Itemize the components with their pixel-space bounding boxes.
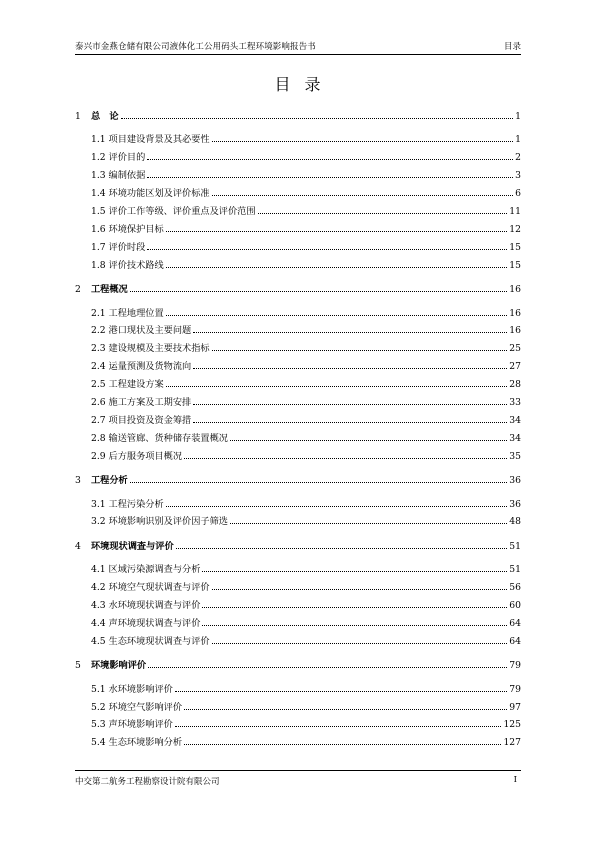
toc-entry-title: 环境影响评价 [91,660,147,672]
toc-entry-number: 5.3 [91,719,106,731]
footer-page-number: I [513,775,517,785]
toc-chapter-entry[interactable] [75,108,521,122]
toc-leader-dots [184,708,507,710]
toc-chapter-entry[interactable] [75,472,521,486]
toc-entry-number: 1.7 [91,241,106,253]
toc-entry-title: 评价时段 [108,241,146,253]
toc-entry-label [91,513,228,527]
toc-entry-number: 3 [75,475,81,487]
page-footer [75,770,521,787]
toc-entry-title: 工程分析 [91,475,128,487]
toc-page-number: 16 [509,325,521,337]
toc-page-number: 6 [515,188,521,200]
toc-page-number: 36 [509,498,521,510]
toc-entry-label [91,305,164,319]
toc-entry-label [75,657,146,671]
toc-page-number: 33 [509,397,521,408]
toc-entry-number: 2.4 [91,361,106,373]
toc-entry-label [75,108,119,122]
toc-entry-label [91,185,210,199]
toc-entry-number: 2.1 [91,307,106,319]
header-section-label: 目录 [503,42,521,52]
toc-entry-title: 工程污染分析 [108,498,164,510]
toc-section-entry[interactable] [75,257,521,271]
toc-entry-label [91,149,145,163]
toc-leader-dots [212,349,508,351]
toc-section-entry[interactable] [75,716,521,730]
toc-entry-number: 4.5 [91,635,106,647]
toc-entry-label [91,239,145,253]
toc-leader-dots [193,331,507,333]
toc-section-entry[interactable] [75,340,521,354]
toc-section-entry[interactable] [75,358,521,372]
toc-page-number: 51 [509,564,521,576]
toc-page-number: 79 [509,660,521,672]
toc-leader-dots [193,403,507,405]
toc-leader-dots [166,266,508,268]
toc-entry-number: 2.9 [91,450,106,462]
toc-leader-dots [166,505,508,507]
toc-chapter-entry[interactable] [75,657,521,671]
toc-entry-title: 环境空气现状调查与评价 [108,582,210,594]
toc-entry-title: 生态环境现状调查与评价 [108,635,210,647]
toc-entry-title: 水环境现状调查与评价 [108,600,201,611]
toc-entry-title: 环境现状调查与评价 [91,540,174,552]
toc-page-number: 97 [509,701,521,713]
toc-page-number: 16 [509,307,521,319]
toc-leader-dots [202,624,507,626]
toc-leader-dots [184,743,501,745]
toc-leader-dots [212,140,514,142]
toc-page-number: 3 [515,170,521,182]
toc-leader-dots [202,570,507,572]
toc-entry-label [91,561,200,575]
toc-entry-label [91,358,191,372]
toc-entry-title: 区域污染源调查与分析 [108,564,201,576]
toc-entry-label [91,496,164,510]
toc-entry-title: 生态环境影响分析 [108,737,183,749]
toc-entry-number: 2 [75,284,81,296]
page-title: 目录 [274,75,335,94]
toc-section-entry[interactable] [75,322,521,336]
toc-entry-label [91,681,173,695]
footer-company-name: 中交第二航务工程勘察设计院有限公司 [75,777,220,787]
toc-leader-dots [175,725,502,727]
toc-entry-title: 声环境影响评价 [108,719,173,731]
toc-section-entry[interactable] [75,496,521,510]
toc-section-entry[interactable] [75,699,521,713]
toc-page-number: 36 [509,475,521,487]
toc-page-number: 34 [509,414,521,426]
toc-section-entry[interactable] [75,305,521,319]
toc-page-number: 127 [503,737,521,749]
toc-entry-label [91,376,164,390]
toc-entry-label [91,579,210,593]
toc-leader-dots [147,248,507,250]
toc-entry-label [91,716,173,730]
toc-page-number: 11 [509,206,521,217]
toc-section-entry[interactable] [75,579,521,593]
toc-leader-dots [184,457,507,459]
toc-chapter-entry[interactable] [75,538,521,552]
toc-section-entry[interactable] [75,513,521,527]
toc-section-entry[interactable] [75,430,521,444]
toc-section-entry[interactable] [75,221,521,235]
toc-section-entry[interactable] [75,394,521,408]
toc-page-number: 27 [509,361,521,373]
toc-entry-number: 1 [75,111,81,122]
toc-entry-number: 5 [75,660,81,672]
toc-entry-title: 环境影响识别及评价因子筛选 [108,516,228,528]
toc-entry-title: 水环境影响评价 [108,683,173,695]
toc-entry-number: 2.2 [91,325,106,337]
toc-section-entry[interactable] [75,615,521,629]
toc-entry-label [91,430,228,444]
toc-entry-title: 港口现状及主要问题 [108,325,192,337]
toc-entry-title: 环境保护目标 [108,223,164,235]
toc-entry-title: 环境功能区划及评价标准 [108,188,210,200]
toc-leader-dots [212,588,508,590]
toc-leader-dots [230,439,507,441]
toc-entry-title: 工程概况 [91,284,128,296]
toc-entry-label [91,394,191,408]
toc-leader-dots [212,194,514,196]
toc-entry-title: 环境空气影响评价 [108,701,183,713]
toc-entry-number: 1.8 [91,259,106,271]
toc-section-entry[interactable] [75,185,521,199]
toc-entry-label [91,257,164,271]
toc-entry-number: 1.6 [91,223,106,235]
toc-entry-title: 项目建设背景及其必要性 [108,134,210,146]
toc-entry-label [91,167,145,181]
toc-page-number: 25 [509,343,521,355]
toc-leader-dots [166,230,508,232]
toc-page-number: 51 [509,540,521,552]
toc-entry-label [91,221,164,235]
toc-section-entry[interactable] [75,376,521,390]
toc-entry-title: 总 论 [91,111,119,122]
toc-page-number: 64 [509,635,521,647]
toc-page-number: 60 [509,600,521,611]
toc-leader-dots [193,367,507,369]
toc-section-entry[interactable] [75,203,521,217]
toc-entry-label [91,734,182,748]
toc-leader-dots [202,606,507,608]
toc-entry-label [75,472,128,486]
toc-entry-number: 4.4 [91,617,106,629]
toc-section-entry[interactable] [75,412,521,426]
toc-entry-label [91,597,200,611]
toc-entry-number: 3.2 [91,516,106,528]
toc-section-entry[interactable] [75,734,521,748]
toc-entry-title: 输送管廊、货种储存装置概况 [108,432,228,444]
toc-section-entry[interactable] [75,239,521,253]
toc-entry-title: 编制依据 [108,170,146,182]
toc-section-entry[interactable] [75,561,521,575]
toc-page-number: 48 [509,516,521,528]
toc-entry-label [91,322,191,336]
toc-entry-number: 2.8 [91,432,106,444]
toc-entry-label [75,281,128,295]
toc-section-entry[interactable] [75,149,521,163]
toc-entry-number: 2.6 [91,397,106,408]
toc-entry-title: 工程地理位置 [108,307,164,319]
toc-page-number: 34 [509,432,521,444]
toc-page-number: 79 [509,683,521,695]
toc-leader-dots [166,314,508,316]
toc-entry-number: 5.2 [91,701,106,713]
toc-leader-dots [166,385,508,387]
header-document-title: 泰兴市金燕仓储有限公司液体化工公用码头工程环境影响报告书 [75,42,316,52]
toc-entry-label [91,448,182,462]
toc-entry-label [91,203,256,217]
toc-entry-title: 评价目的 [108,152,146,164]
toc-entry-label [91,699,182,713]
toc-entry-number: 4.3 [91,600,106,611]
toc-leader-dots [148,666,507,668]
toc-entry-number: 4.2 [91,582,106,594]
toc-entry-label [91,633,210,647]
toc-chapter-entry[interactable] [75,281,521,295]
toc-page-number: 1 [515,111,521,122]
toc-section-entry[interactable] [75,448,521,462]
toc-leader-dots [212,642,508,644]
toc-entry-number: 1.4 [91,188,106,200]
toc-section-entry[interactable] [75,633,521,647]
toc-entry-title: 评价工作等级、评价重点及评价范围 [108,206,256,217]
toc-entry-number: 3.1 [91,498,106,510]
toc-leader-dots [130,481,508,483]
toc-section-entry[interactable] [75,131,521,145]
toc-entry-label [91,412,191,426]
toc-entry-number: 2.7 [91,414,106,426]
toc-page-number: 16 [509,284,521,296]
toc-entry-number: 1.3 [91,170,106,182]
toc-page-number: 35 [509,450,521,462]
toc-page-number: 125 [503,719,521,731]
toc-leader-dots [147,158,513,160]
toc-entry-number: 1.5 [91,206,106,217]
toc-leader-dots [258,212,508,214]
toc-entry-label [91,131,210,145]
toc-page-number: 12 [509,223,521,235]
toc-entry-number: 5.4 [91,737,106,749]
toc-page-number: 15 [509,259,521,271]
toc-section-entry[interactable] [75,597,521,611]
toc-page-number: 64 [509,617,521,629]
toc-leader-dots [193,421,507,423]
toc-page-number: 56 [509,582,521,594]
toc-section-entry[interactable] [75,167,521,181]
toc-entry-number: 2.5 [91,379,106,391]
page-header [75,38,521,55]
toc-section-entry[interactable] [75,681,521,695]
toc-entry-label [91,615,200,629]
toc-leader-dots [147,176,513,178]
toc-entry-title: 声环境现状调查与评价 [108,617,201,629]
toc-entry-number: 4.1 [91,564,106,576]
toc-entry-title: 工程建设方案 [108,379,164,391]
toc-entry-number: 2.3 [91,343,106,355]
toc-entry-label [91,340,210,354]
toc-leader-dots [175,690,507,692]
toc-page-number: 28 [509,379,521,391]
toc-leader-dots [230,522,507,524]
toc-page-number: 15 [509,241,521,253]
toc-leader-dots [130,290,508,292]
toc-entry-number: 5.1 [91,683,106,695]
toc-entry-title: 施工方案及工期安排 [108,397,192,408]
toc-page-number: 2 [515,152,521,164]
toc-entry-number: 4 [75,540,81,552]
toc-entry-title: 评价技术路线 [108,259,164,271]
toc-leader-dots [121,117,514,119]
toc-entry-number: 1.1 [91,134,106,146]
toc-leader-dots [176,547,508,549]
toc-entry-label [75,538,174,552]
toc-page-number: 1 [515,134,521,146]
toc-entry-title: 建设规模及主要技术指标 [108,343,210,355]
toc-entry-title: 项目投资及资金筹措 [108,414,192,426]
toc-entry-title: 运量预测及货物流向 [108,361,192,373]
toc-entry-title: 后方服务项目概况 [108,450,183,462]
toc-entry-number: 1.2 [91,152,106,164]
